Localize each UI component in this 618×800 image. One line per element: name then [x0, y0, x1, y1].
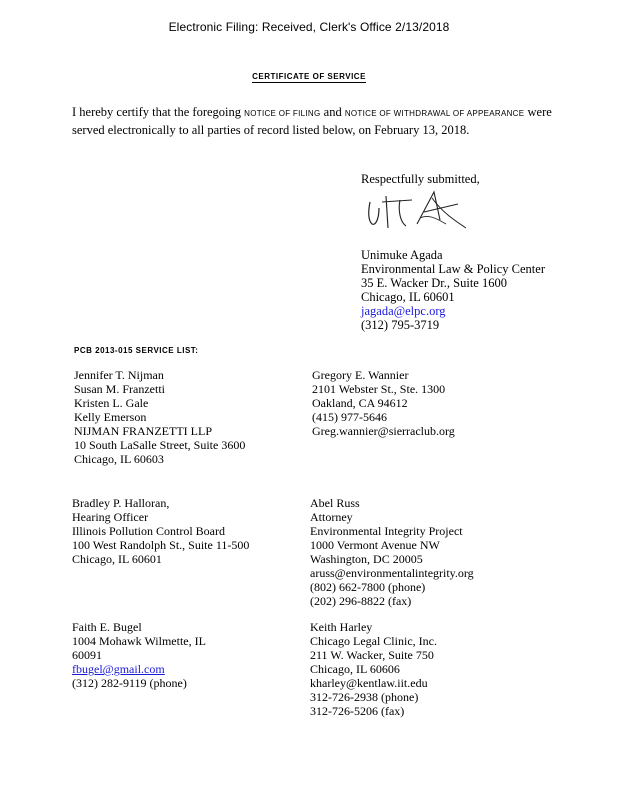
contact-line: 2101 Webster St., Ste. 1300: [312, 382, 446, 396]
contact-line: Oakland, CA 94612: [312, 396, 408, 410]
contact-line: (202) 296-8822 (fax): [310, 594, 412, 608]
certification-rest: were served electronically to all parties of record listed below, on February 13, 2018.: [72, 105, 552, 137]
signer-block: [361, 248, 545, 332]
signer-address-2: Chicago, IL 60601: [361, 290, 455, 304]
contact-wannier: [312, 368, 455, 438]
contact-line: Chicago, IL 60606: [310, 662, 400, 676]
bugel-email-link[interactable]: fbugel@gmail.com: [72, 662, 165, 676]
contact-line: Hearing Officer: [72, 510, 149, 524]
contact-line: Faith E. Bugel: [72, 620, 142, 634]
contact-email: aruss@environmentalintegrity.org: [310, 566, 474, 580]
certification-intro: I hereby certify that the foregoing: [72, 105, 242, 119]
contact-line: 312-726-5206 (fax): [310, 704, 405, 718]
contact-email: Greg.wannier@sierraclub.org: [312, 424, 455, 438]
signer-org: Environmental Law & Policy Center: [361, 262, 545, 276]
contact-line: Keith Harley: [310, 620, 373, 634]
contact-nijman: [74, 368, 245, 466]
contact-line: (802) 662-7800 (phone): [310, 580, 426, 594]
contact-line: Chicago Legal Clinic, Inc.: [310, 634, 437, 648]
contact-line: NIJMAN FRANZETTI LLP: [74, 424, 212, 438]
contact-line: 312-726-2938 (phone): [310, 690, 419, 704]
contact-line: Chicago, IL 60601: [72, 552, 162, 566]
contact-russ: [310, 496, 474, 608]
contact-line: 60091: [72, 648, 102, 662]
contact-line: 1000 Vermont Avenue NW: [310, 538, 440, 552]
notice-of-withdrawal-text: NOTICE OF WITHDRAWAL OF APPEARANCE: [344, 109, 525, 118]
contact-line: (415) 977-5646: [312, 410, 387, 424]
certification-paragraph: [72, 104, 572, 138]
contact-line: 10 South LaSalle Street, Suite 3600: [74, 438, 246, 452]
signer-address-1: 35 E. Wacker Dr., Suite 1600: [361, 276, 507, 290]
contact-line: Abel Russ: [310, 496, 360, 510]
contact-line: 100 West Randolph St., Suite 11-500: [72, 538, 250, 552]
service-list-title: PCB 2013-015 SERVICE LIST:: [74, 346, 199, 355]
contact-line: (312) 282-9119 (phone): [72, 676, 187, 690]
contact-bugel: [72, 620, 206, 690]
contact-line: Jennifer T. Nijman: [74, 368, 164, 382]
contact-email: kharley@kentlaw.iit.edu: [310, 676, 428, 690]
contact-line: Gregory E. Wannier: [312, 368, 409, 382]
conjunction-text: and: [323, 105, 342, 119]
contact-line: 211 W. Wacker, Suite 750: [310, 648, 434, 662]
signer-email-link[interactable]: jagada@elpc.org: [361, 304, 446, 318]
notice-of-filing-text: NOTICE OF FILING: [244, 109, 321, 118]
closing-text: Respectfully submitted,: [361, 172, 480, 186]
contact-line: Bradley P. Halloran,: [72, 496, 170, 510]
signer-name: Unimuke Agada: [361, 248, 443, 262]
contact-line: Attorney: [310, 510, 353, 524]
contact-line: Illinois Pollution Control Board: [72, 524, 226, 538]
signature-image: [362, 188, 472, 238]
filing-stamp-header: Electronic Filing: Received, Clerk's Office 2/13/2018: [168, 20, 450, 34]
contact-line: Chicago, IL 60603: [74, 452, 164, 466]
contact-halloran: [72, 496, 249, 566]
contact-line: Susan M. Franzetti: [74, 382, 165, 396]
contact-line: Environmental Integrity Project: [310, 524, 463, 538]
contact-line: Washington, DC 20005: [310, 552, 423, 566]
signer-phone: (312) 795-3719: [361, 318, 440, 332]
contact-harley: [310, 620, 437, 718]
contact-line: 1004 Mohawk Wilmette, IL: [72, 634, 206, 648]
contact-line: Kristen L. Gale: [74, 396, 149, 410]
document-title: [0, 72, 618, 81]
document-title-text: CERTIFICATE OF SERVICE: [252, 72, 366, 81]
contact-line: Kelly Emerson: [74, 410, 147, 424]
